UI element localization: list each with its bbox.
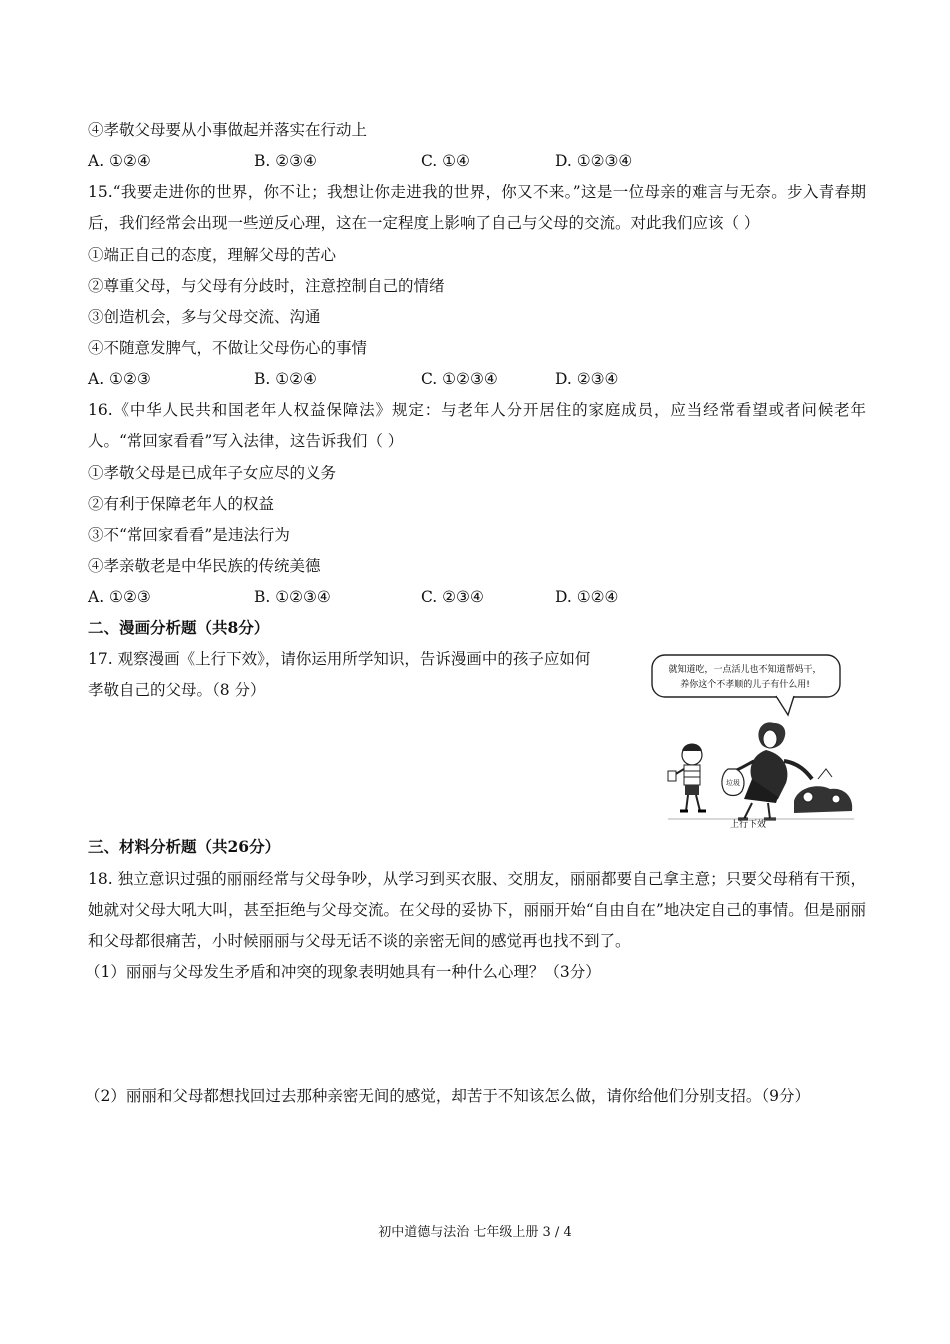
cartoon-speech-line-2: 养你这个不孝顺的儿子有什么用! [680, 680, 810, 690]
q16-item-2: ②有利于保障老年人的权益 [88, 495, 275, 513]
junk-pile [794, 769, 852, 813]
q16-item-3: ③不“常回家看看”是违法行为 [88, 526, 290, 544]
q15-item-4: ④不随意发脾气，不做让父母伤心的事情 [88, 339, 368, 357]
q14-item-4: ④孝敬父母要从小事做起并落实在行动上 [88, 121, 368, 139]
q18-stem: 18. 独立意识过强的丽丽经常与父母争吵，从学习到买衣服、交朋友，丽丽都要自己拿主意；只要父母稍有干预，她就对父母大吼大叫，甚至拒绝与父母交流。在父母的妥协下，丽丽开始“自由自在”地决定自己的事情。但是丽丽和父母都很痛苦，小时候丽丽与父母无话不谈的亲密无间的感觉再也找不到了。 [88, 870, 866, 950]
q15-stem: 15.“我要走进你的世界，你不让；我想让你走进我的世界，你又不来。”这是一位母亲的难言与无奈。步入青春期后，我们经常会出现一些逆反心理，这在一定程度上影响了自己与父母的交流。对此我们应该（ ） [88, 183, 866, 232]
trash-bag [722, 769, 744, 796]
cartoon-speech-line-1: 就知道吃，一点活儿也不知道帮妈干， [668, 665, 822, 675]
q15-option-b: B. ①②④ [254, 370, 317, 388]
q15-item-1: ①端正自己的态度，理解父母的苦心 [88, 246, 337, 264]
page-footer: 初中道德与法治 七年级上册 3 / 4 [378, 1225, 572, 1240]
section-2-heading: 二、漫画分析题（共8分） [88, 618, 270, 637]
q16-item-1: ①孝敬父母是已成年子女应尽的义务 [88, 464, 337, 482]
section-3-heading: 三、材料分析题（共26分） [88, 837, 281, 856]
q16-option-d: D. ①②④ [555, 588, 619, 606]
q14-option-c: C. ①④ [421, 152, 470, 170]
cartoon-caption: 上行下效 [729, 820, 767, 830]
q14-option-b: B. ②③④ [254, 152, 317, 170]
q18-sub-question-2: （2）丽丽和父母都想找回过去那种亲密无间的感觉，却苦于不知该怎么做，请你给他们分别支招。（9分） [85, 1087, 810, 1105]
q16-option-c: C. ②③④ [421, 588, 484, 606]
q16-option-b: B. ①②③④ [254, 588, 331, 606]
q18-sub-question-1: （1）丽丽与父母发生矛盾和冲突的现象表明她具有一种什么心理？（3分） [85, 963, 601, 981]
q15-options [88, 368, 788, 390]
q15-item-3: ③创造机会，多与父母交流、沟通 [88, 308, 321, 326]
q16-option-a: A. ①②③ [88, 588, 151, 606]
q16-item-4: ④孝亲敬老是中华民族的传统美德 [88, 557, 321, 575]
q15-item-2: ②尊重父母，与父母有分歧时，注意控制自己的情绪 [88, 277, 445, 295]
q17-line-2: 孝敬自己的父母。（8 分） [88, 681, 266, 699]
cartoon-image [648, 651, 862, 831]
child-figure [668, 744, 706, 812]
trash-bag-label: 垃圾 [726, 779, 740, 787]
q15-option-c: C. ①②③④ [421, 370, 498, 388]
q14-option-d: D. ①②③④ [555, 152, 633, 170]
q15-option-d: D. ②③④ [555, 370, 619, 388]
q14-option-a: A. ①②④ [88, 152, 151, 170]
q16-options [88, 586, 788, 608]
q14-options [88, 150, 788, 172]
q17-line-1: 17. 观察漫画《上行下效》，请你运用所学知识，告诉漫画中的孩子应如何 [88, 650, 591, 668]
q16-stem: 16.《中华人民共和国老年人权益保障法》规定：与老年人分开居住的家庭成员，应当经常看望或者问候老年人。“常回家看看”写入法律，这告诉我们（ ） [88, 401, 866, 450]
q15-option-a: A. ①②③ [88, 370, 151, 388]
